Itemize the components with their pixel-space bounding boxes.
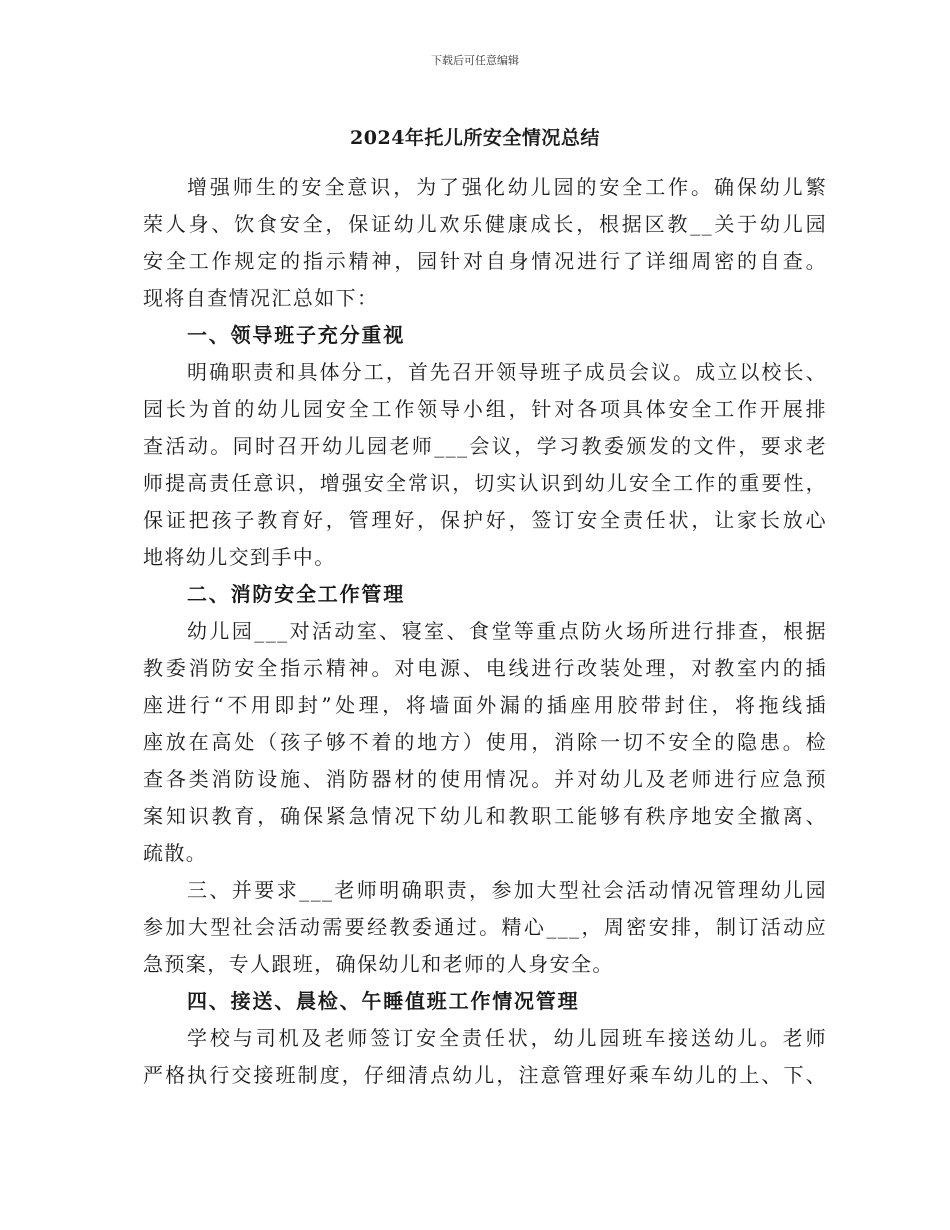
paragraph-line: 保证把孩子教育好，管理好，保护好，签订安全责任状，让家长放心	[143, 508, 827, 532]
paragraph-line: 荣人身、饮食安全，保证幼儿欢乐健康成长，根据区教__关于幼儿园	[143, 212, 827, 236]
document-title: 2024年托儿所安全情况总结	[350, 127, 600, 149]
paragraph-line: 急预案，专人跟班，确保幼儿和老师的人身安全。	[143, 952, 614, 976]
section-heading: 二、消防安全工作管理	[187, 582, 405, 606]
paragraph-line: 增强师生的安全意识，为了强化幼儿园的安全工作。确保幼儿繁	[187, 175, 827, 199]
paragraph-line: 三、并要求___老师明确职责，参加大型社会活动情况管理幼儿园	[187, 878, 827, 902]
paragraph-line: 参加大型社会活动需要经教委通过。精心___，周密安排，制订活动应	[143, 915, 827, 939]
paragraph-line: 座进行“不用即封”处理，将墙面外漏的插座用胶带封住，将拖线插	[143, 693, 827, 717]
paragraph-line: 疏散。	[143, 841, 208, 865]
paragraph-line: 现将自查情况汇总如下：	[143, 286, 379, 310]
paragraph-line: 查活动。同时召开幼儿园老师___会议，学习教委颁发的文件，要求老	[143, 434, 827, 458]
paragraph-line: 明确职责和具体分工，首先召开领导班子成员会议。成立以校长、	[187, 360, 827, 384]
paragraph-line: 座放在高处（孩子够不着的地方）使用，消除一切不安全的隐患。检	[143, 730, 827, 754]
header-note: 下载后可任意编辑	[431, 54, 519, 67]
paragraph-line: 安全工作规定的指示精神，园针对自身情况进行了详细周密的自查。	[143, 249, 827, 273]
paragraph-line: 师提高责任意识，增强安全常识，切实认识到幼儿安全工作的重要性，	[143, 471, 827, 495]
section-heading: 四、接送、晨检、午睡值班工作情况管理	[187, 989, 580, 1013]
paragraph-line: 查各类消防设施、消防器材的使用情况。并对幼儿及老师进行应急预	[143, 767, 827, 791]
paragraph-line: 教委消防安全指示精神。对电源、电线进行改装处理，对教室内的插	[143, 656, 827, 680]
paragraph-line: 学校与司机及老师签订安全责任状，幼儿园班车接送幼儿。老师	[187, 1026, 827, 1050]
paragraph-line: 幼儿园___对活动室、寝室、食堂等重点防火场所进行排查，根据	[187, 619, 827, 643]
document-body	[143, 169, 827, 1094]
section-heading: 一、领导班子充分重视	[187, 323, 405, 347]
paragraph-line: 严格执行交接班制度，仔细清点幼儿，注意管理好乘车幼儿的上、下、	[143, 1063, 827, 1087]
paragraph-line: 地将幼儿交到手中。	[143, 545, 336, 569]
paragraph-line: 案知识教育，确保紧急情况下幼儿和教职工能够有秩序地安全撤离、	[143, 804, 827, 828]
paragraph-line: 园长为首的幼儿园安全工作领导小组，针对各项具体安全工作开展排	[143, 397, 827, 421]
